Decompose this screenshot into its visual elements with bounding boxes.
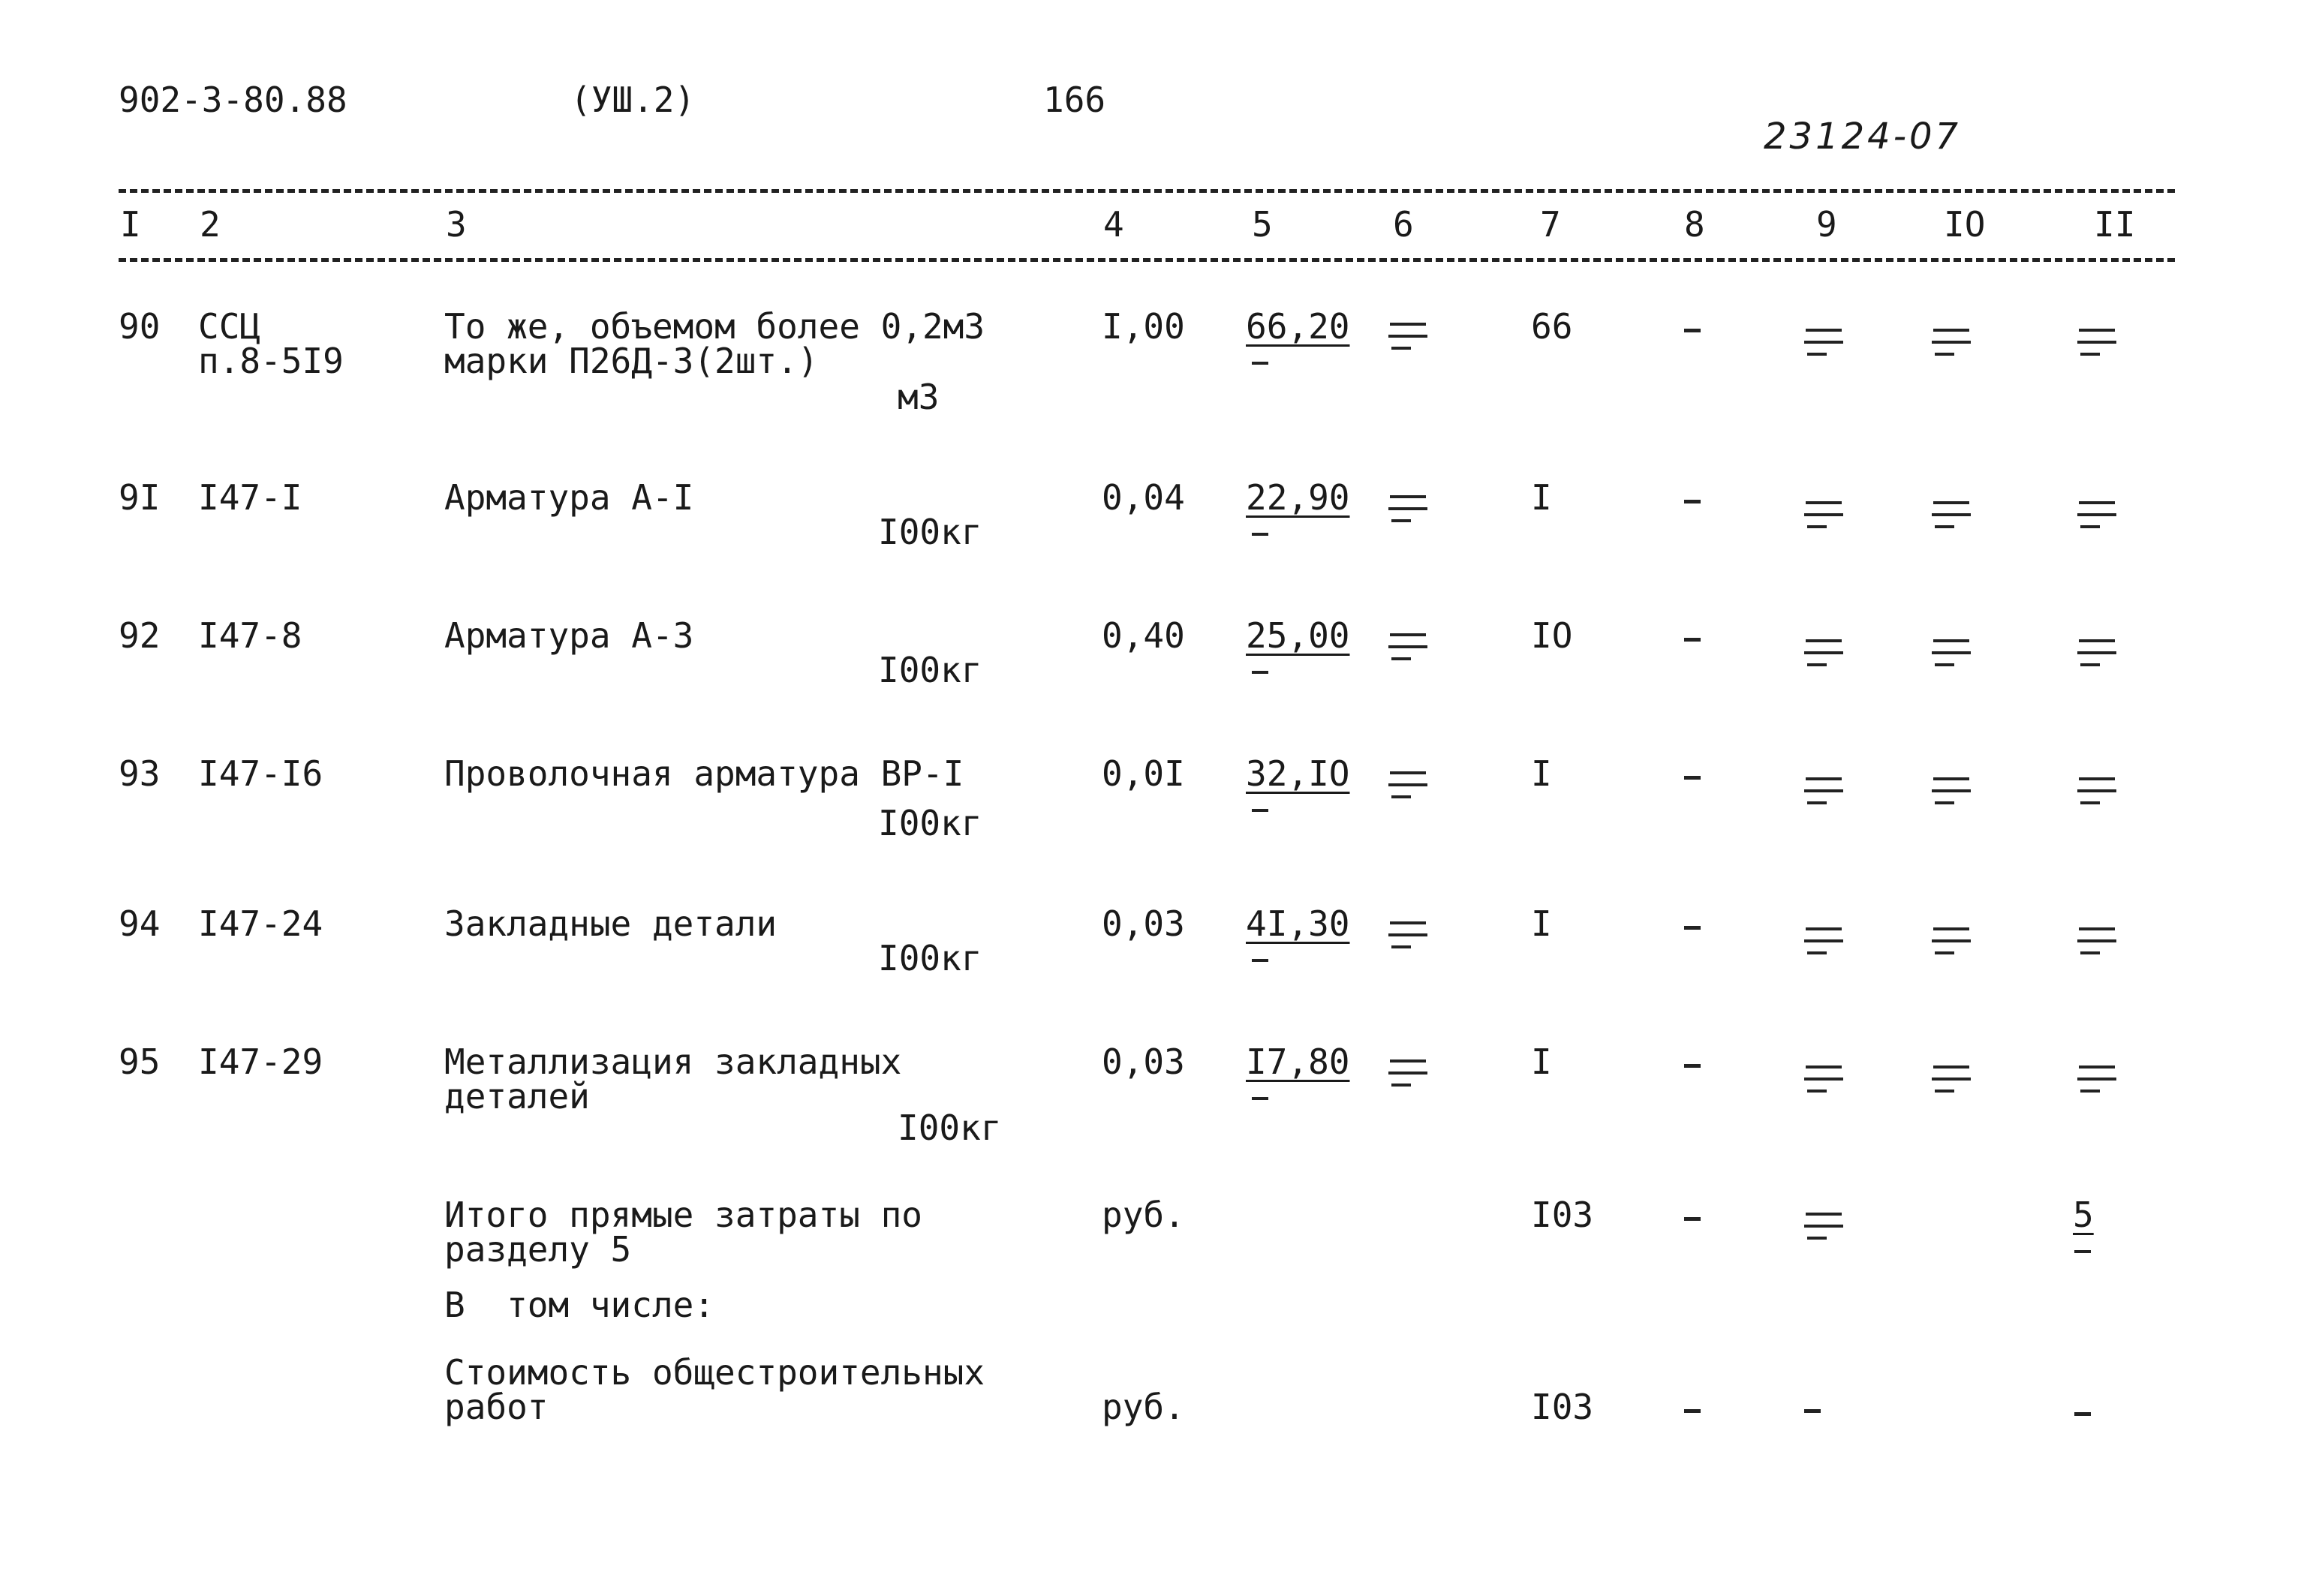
rate-code: I47-I6 [198, 753, 323, 794]
column-header: 5 [1252, 204, 1273, 245]
summary-label: Итого прямые затраты по [444, 1195, 922, 1235]
column-header: 8 [1684, 204, 1705, 245]
ditto-dash [1252, 1097, 1268, 1100]
summary-unit: руб. [1102, 1195, 1185, 1235]
ditto-mark [1930, 321, 1972, 359]
ditto-dash [2074, 1250, 2091, 1253]
unit-price: 4I,30 [1246, 903, 1350, 944]
summary-unit: руб. [1102, 1387, 1185, 1427]
quantity: 0,03 [1102, 1041, 1185, 1082]
unit-price: I7,80 [1246, 1041, 1350, 1082]
unit: I00кг [878, 650, 982, 690]
ditto-dash [1252, 671, 1268, 674]
empty-dash [1684, 500, 1701, 503]
ditto-mark [1803, 770, 1845, 807]
ditto-mark [1803, 494, 1845, 531]
ditto-mark [2076, 1058, 2118, 1096]
ditto-mark [1930, 920, 1972, 957]
rate-code: ССЦ [198, 306, 261, 347]
ditto-mark [2076, 920, 2118, 957]
rate-code: I47-8 [198, 615, 302, 656]
rate-code: п.8-5I9 [198, 341, 344, 381]
ditto-mark [1387, 626, 1429, 663]
unit: м3 [898, 377, 940, 417]
empty-dash [1684, 1064, 1701, 1068]
row-number: 90 [119, 306, 161, 347]
ditto-mark [1930, 632, 1972, 669]
column-header: 3 [446, 204, 467, 245]
rate-code: I47-29 [198, 1041, 323, 1082]
summary-label: работ [444, 1387, 549, 1427]
ditto-mark [1387, 315, 1429, 353]
including-label: В том числе: [444, 1285, 715, 1325]
quantity: 0,0I [1102, 753, 1185, 794]
ditto-dash [1252, 362, 1268, 365]
ditto-mark [2076, 632, 2118, 669]
total-cost: I [1531, 1041, 1552, 1082]
inventory-number: 23124-07 [1764, 116, 1962, 158]
total-cost: I [1531, 753, 1552, 794]
summary-label: разделу 5 [444, 1229, 632, 1270]
column-header: 4 [1103, 204, 1124, 245]
description: деталей [444, 1076, 590, 1117]
ditto-mark [2076, 321, 2118, 359]
unit: I00кг [878, 512, 982, 552]
quantity: 0,04 [1102, 477, 1185, 518]
empty-dash [2074, 1412, 2091, 1416]
unit: I00кг [878, 938, 982, 978]
header-top-rule [119, 189, 2175, 193]
total-cost: IO [1531, 615, 1573, 656]
ditto-mark [1803, 1205, 1845, 1243]
empty-dash [1804, 1409, 1821, 1413]
description: Проволочная арматура ВР-I [444, 753, 964, 794]
ditto-mark [1387, 764, 1429, 801]
column-header: IO [1944, 204, 1986, 245]
empty-dash [1684, 776, 1701, 780]
ditto-mark [1803, 1058, 1845, 1096]
unit-price: 66,20 [1246, 306, 1350, 347]
column-header: 7 [1540, 204, 1561, 245]
ditto-dash [1252, 533, 1268, 536]
row-number: 9I [119, 477, 161, 518]
row-number: 95 [119, 1041, 161, 1082]
ditto-mark [1803, 321, 1845, 359]
column-header: II [2094, 204, 2136, 245]
ditto-mark [2076, 770, 2118, 807]
row-number: 92 [119, 615, 161, 656]
empty-dash [1684, 926, 1701, 930]
quantity: 0,03 [1102, 903, 1185, 944]
column-header: I [120, 204, 141, 245]
ditto-mark [2076, 494, 2118, 531]
header-bottom-rule [119, 258, 2175, 262]
unit: I00кг [878, 803, 982, 843]
summary-label: Стоимость общестроительных [444, 1352, 985, 1393]
unit-price: 25,00 [1246, 615, 1350, 656]
unit: I00кг [898, 1108, 1002, 1148]
ditto-dash [1252, 959, 1268, 962]
ditto-mark [1803, 920, 1845, 957]
unit-price: 32,IO [1246, 753, 1350, 794]
description: марки П26Д-3(2шт.) [444, 341, 819, 381]
description: Металлизация закладных [444, 1041, 902, 1082]
ditto-mark [1387, 1052, 1429, 1090]
description: Арматура А-3 [444, 615, 694, 656]
description: Арматура А-I [444, 477, 694, 518]
total-cost: I [1531, 903, 1552, 944]
column-header: 6 [1393, 204, 1414, 245]
empty-dash [1684, 329, 1701, 332]
ditto-mark [1387, 488, 1429, 525]
column-header: 9 [1816, 204, 1837, 245]
rate-code: I47-24 [198, 903, 323, 944]
quantity: 0,40 [1102, 615, 1185, 656]
summary-total: I03 [1531, 1387, 1594, 1427]
ditto-mark [1930, 1058, 1972, 1096]
column-header: 2 [200, 204, 221, 245]
ditto-mark [1387, 914, 1429, 951]
document-code: 902-3-80.88 [119, 80, 347, 120]
ditto-mark [1930, 494, 1972, 531]
summary-total: I03 [1531, 1195, 1594, 1235]
page-number: 166 [1043, 80, 1106, 120]
description: То же, объемом более 0,2м3 [444, 306, 985, 347]
description: Закладные детали [444, 903, 778, 944]
album-number: (УШ.2) [570, 80, 696, 120]
quantity: I,00 [1102, 306, 1185, 347]
rate-code: I47-I [198, 477, 302, 518]
unit-price: 22,90 [1246, 477, 1350, 518]
ditto-dash [1252, 809, 1268, 812]
empty-dash [1684, 1217, 1701, 1221]
total-cost: I [1531, 477, 1552, 518]
total-cost: 66 [1531, 306, 1573, 347]
empty-dash [1684, 1409, 1701, 1413]
ditto-mark [1803, 632, 1845, 669]
row-number: 93 [119, 753, 161, 794]
summary-col11-value: 5 [2073, 1195, 2094, 1235]
empty-dash [1684, 638, 1701, 642]
row-number: 94 [119, 903, 161, 944]
ditto-mark [1930, 770, 1972, 807]
